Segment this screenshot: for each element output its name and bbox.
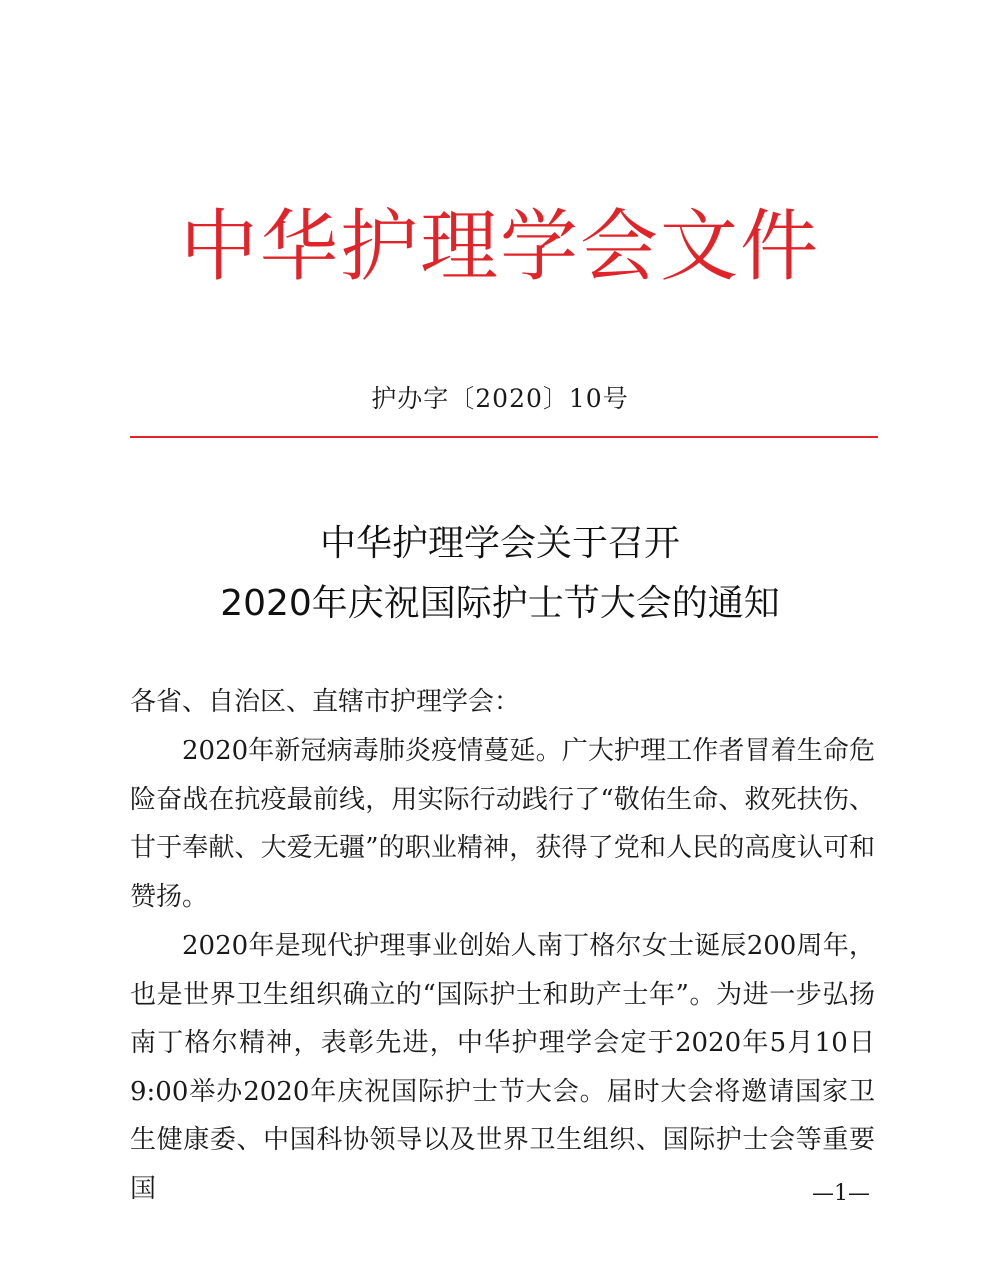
page-number: —1— xyxy=(812,1181,870,1206)
body-paragraph-1: 2020年新冠病毒肺炎疫情蔓延。广大护理工作者冒着生命危险奋战在抗疫最前线，用实际行动践行了“敬佑生命、救死扶伤、甘于奉献、大爱无疆”的职业精神，获得了党和人民的高度认可和赞扬。 xyxy=(130,736,875,912)
body-paragraph-2: 2020年是现代护理事业创始人南丁格尔女士诞辰200周年，也是世界卫生组织确立的“国际护士和助产士年”。为进一步弘扬南丁格尔精神，表彰先进，中华护理学会定于2020年5月10日9:00举办2020年庆祝国际护士节大会。届时大会将邀请国家卫生健康委、中国科协领导以及世界卫生组织、国际护士会等重要国 xyxy=(130,931,875,1204)
notice-title-line-1: 中华护理学会关于召开 xyxy=(319,523,680,564)
red-divider-line xyxy=(130,436,878,438)
notice-title-line-2: 2020年庆祝国际护士节大会的通知 xyxy=(220,583,780,624)
org-header-title: 中华护理学会文件 xyxy=(179,202,820,292)
document-number: 护办字〔2020〕10号 xyxy=(371,384,629,413)
salutation: 各省、自治区、直辖市护理学会： xyxy=(130,687,521,717)
